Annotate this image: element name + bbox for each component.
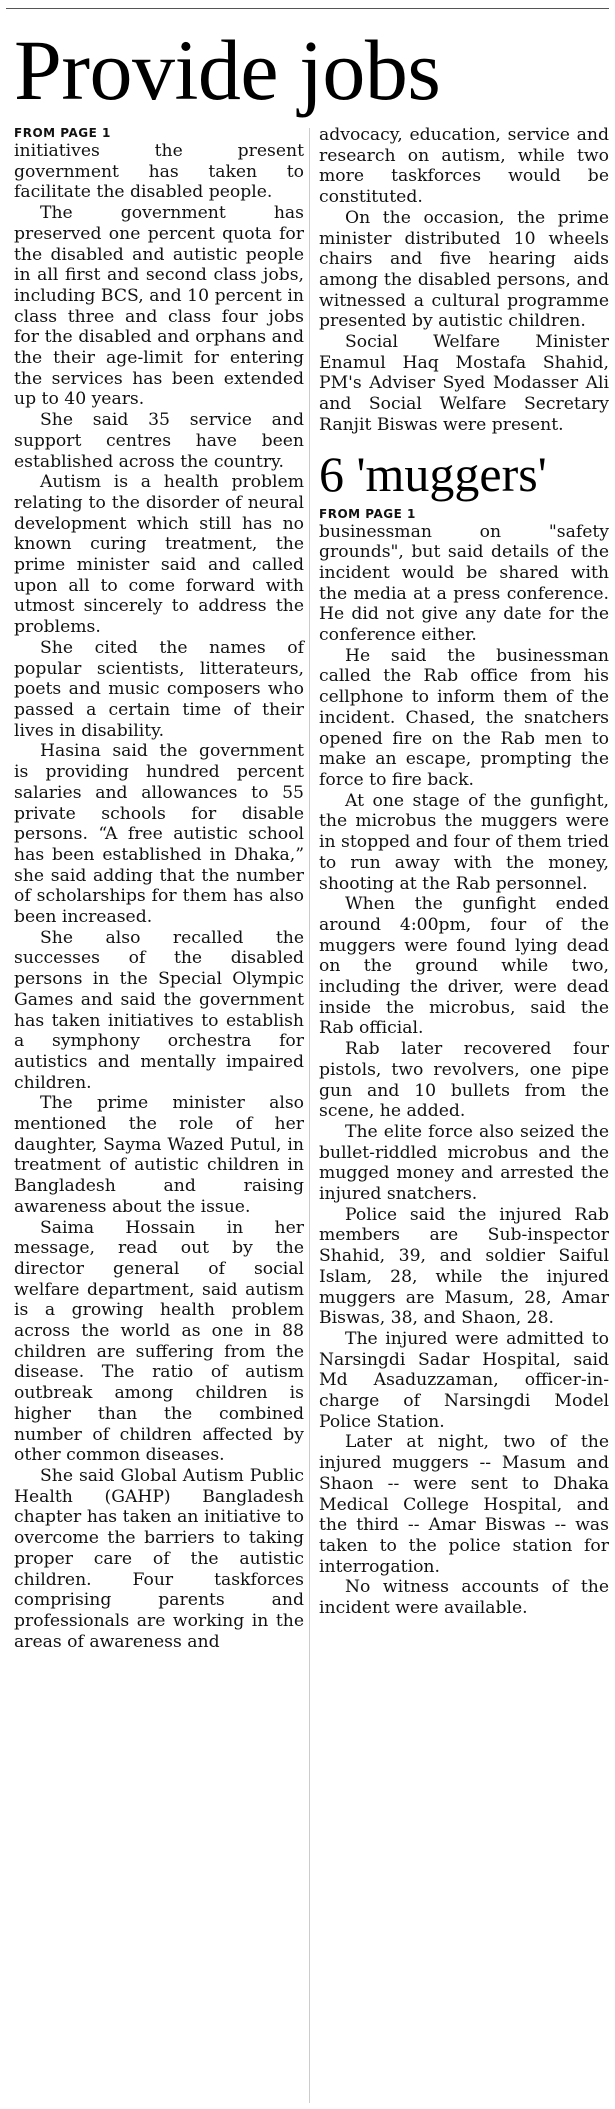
paragraph: Police said the injured Rab members are Sub-inspector Shahid, 39, and soldier Saiful Islam, 28, while the injured muggers are Masum, 28, Amar Biswas, 38, and Shaon, 28. [319,1204,609,1329]
paragraph: She cited the names of popular scientists, litterateurs, poets and music composers who passed a certain time of their lives in disability. [14,637,304,741]
column-divider [309,128,310,2103]
paragraph: initiatives the present government has taken to facilitate the disabled people. [14,141,304,203]
paragraph: At one stage of the gunfight, the microbus the muggers were in stopped and four of them tried to run away with the money, shooting at the Rab personnel. [319,790,609,894]
paragraph: He said the businessman called the Rab office from his cellphone to inform them of the incident. Chased, the snatchers opened fire on the Rab men to make an escape, prompting the force to fire back. [319,645,609,790]
paragraph: Hasina said the government is providing hundred percent salaries and allowances to 55 private schools for disable persons. “A free autistic school has been established in Dhaka,” she said adding that the number of scholarships for them has also been increased. [14,741,304,928]
paragraph: When the gunfight ended around 4:00pm, four of the muggers were found lying dead on the ground while two, including the driver, were dead inside the microbus, said the Rab official. [319,894,609,1039]
paragraph: The government has preserved one percent quota for the disabled and autistic people in all first and second class jobs, including BCS, and 10 percent in class three and class four jobs for the disabled and orphans and the their age-limit for entering the services has been extended up to 40 years. [14,203,304,410]
continued-from-label: FROM PAGE 1 [319,506,416,521]
paragraph: Saima Hossain in her message, read out by the director general of social welfare department, said autism is a growing health problem across the world as one in 88 children are suffering from the disease. The ratio of autism outbreak among children is higher than the combined number of children affected by other common diseases. [14,1217,304,1466]
paragraph: No witness accounts of the incident were available. [319,1577,609,1619]
paragraph: She also recalled the successes of the disabled persons in the Special Olympic Games and said the government has taken initiatives to establish a symphony orchestra for autistics and mentally impaired children. [14,927,304,1093]
paragraph: She said 35 service and support centres have been established across the country. [14,410,304,472]
paragraph: Rab later recovered four pistols, two revolvers, one pipe gun and 10 bullets from the scene, he added. [319,1039,609,1122]
second-article-headline: 6 'muggers' [319,445,547,502]
paragraph: The prime minister also mentioned the role of her daughter, Sayma Wazed Putul, in treatment of autistic children in Bangladesh and raising awareness about the issue. [14,1093,304,1217]
paragraph: Autism is a health problem relating to the disorder of neural development which still has no known curing treatment, the prime minister said and called upon all to come forward with utmost sincerely to address the problems. [14,472,304,638]
left-column [14,125,304,1652]
continued-from-label: FROM PAGE 1 [14,126,111,140]
paragraph: The injured were admitted to Narsingdi Sadar Hospital, said Md Asaduzzaman, officer-in-charge of Narsingdi Model Police Station. [319,1328,609,1432]
article-body-left [14,141,304,1652]
paragraph: Social Welfare Minister Enamul Haq Mostafa Shahid, PM's Adviser Syed Modasser Ali and Social Welfare Secretary Ranjit Biswas were present. [319,332,609,435]
right-column [319,125,609,1619]
article-headline: Provide jobs [14,22,441,118]
paragraph: On the occasion, the prime minister distributed 10 wheels chairs and five hearing aids among the disabled persons, and witnessed a cultural programme presented by autistic children. [319,207,609,332]
article-body-right [319,125,609,436]
paragraph: businessman on "safety grounds", but said details of the incident would be shared with the media at a press conference. He did not give any date for the conference either. [319,521,609,646]
top-rule [6,8,609,9]
second-article-body [319,522,609,1619]
paragraph: The elite force also seized the bullet-riddled microbus and the mugged money and arrested the injured snatchers. [319,1121,609,1205]
paragraph: She said Global Autism Public Health (GAHP) Bangladesh chapter has taken an initiative to overcome the barriers to taking proper care of the autistic children. Four taskforces comprising parents and professionals are working in the areas of awareness and [14,1466,304,1652]
paragraph: Later at night, two of the injured muggers -- Masum and Shaon -- were sent to Dhaka Medical College Hospital, and the third -- Amar Biswas -- was taken to the police station for interrogation. [319,1432,609,1577]
paragraph: advocacy, education, service and research on autism, while two more taskforces would be constituted. [319,125,609,208]
